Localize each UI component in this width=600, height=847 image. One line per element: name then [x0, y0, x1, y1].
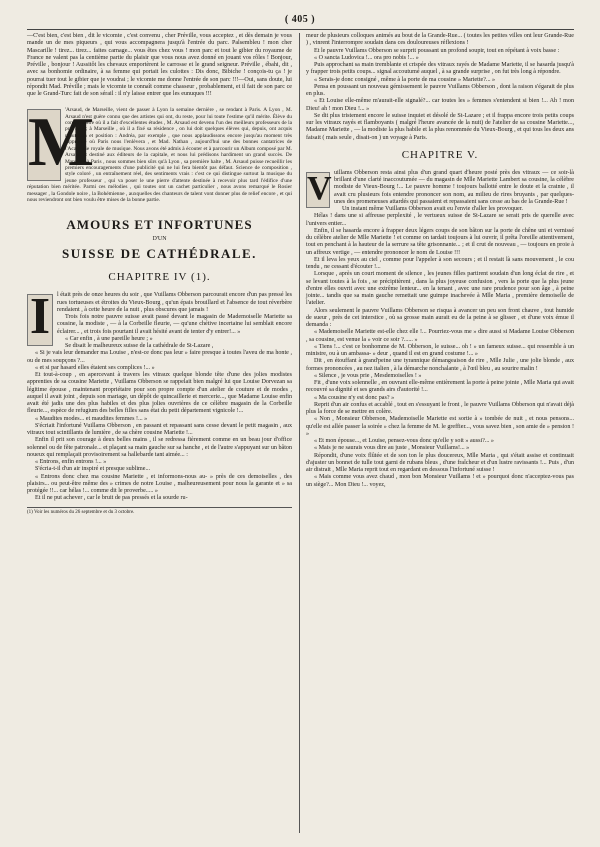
paragraph: Enfin il prit son courage à deux belles mains , il se redressa fièrement comme en un beau jour d'office solennel ou de fête patronale... et plaçant sa main gauche sur sa hanche , et de l'autre s'appuyant sur un bâton noueux qui remplaçait provisoirement sa hallebarde tant aimée... : — [27, 437, 292, 458]
paragraph: « Serais-je donc consigné , même à la porte de ma cousine » Mariette?... » — [314, 76, 496, 83]
paragraph: « Maudites modes... et maudites femmes !... » — [35, 415, 148, 422]
paragraph: Et tout-à-coup , en apercevant à travers les vitraux quelque blonde tête d'une des jolies modistes apprenties de sa cousine Mariette , Vuillams Obberson se rappelait bien malgré lui que Louise Dorvezan sa légitime épouse , maintenant propriétaire pour son propre compte d'un atelier de couture et de modes , auquel il avait joint , depuis son mariage, un dépôt de quincaillerie et mercerie..., que Madame Louise enfin avait été jadis une des plus habiles et des plus jolies ouvrières de ce célèbre magasin de la Corbeille fleurie..., espèce de refugium des belles filles sans état du petit département vignicole !... — [27, 372, 292, 415]
story-title-connector: D'UN — [152, 236, 167, 243]
intro-paragraph: —C'est bien, c'est bien , dit le vicomte , c'est convenu , cher Préville, vous acceptez , et dès demain je vous mande un de mes piqueurs , qui vous accompagnera jusqu'à l'entrée du parc. Palsembleu ! mon cher Mascarille ! tirez... tirez... faites carnage... vous êtes chez vous ! mon parc et tout le gibier du royaume de France ne valent pas la centième partie du plaisir que vous nous avez donné en jouant vos rôles ! Bonjour, Préville , bonjour ! Aussitôt les chevaux emportèrent le carrosse et le grand seigneur. Préville , ébahi, dit , avec sa bonhomie ordinaire, à sa femme qui portait les culottes : Dis donc, Bibiche ! conçois-tu ça ! je pourrai tuer tout le gibier que je voudrai ; le vicomte me donne l'entrée de son parc !!!—Oui, sans doute, lui répondit Mad. Préville ; mais le vicomte te connaît comme chasseur , probablement, et il fait de son parc ce que le Grand-Turc fait de son sérail : il n'y laisse entrer que les eunuques !!! — [27, 33, 292, 97]
paragraph: « O sancta Ludovica !... ora pro nobis !... » — [314, 54, 419, 61]
paragraph: Trois fois notre pauvre suisse avait passé devant le magasin de Mademoiselle Mariette sa cousine, la modiste , — à la Corbeille fleurie, — qu'une chétive incertaine lui semblait encore éclairer... , et trois fois pourtant il avait hésité avant de tenter d'y entrer!... » — [57, 314, 292, 335]
paragraph: S'écria-t-il d'un air inspiré et presque sublime... — [35, 466, 151, 473]
right-column — [306, 33, 574, 489]
chapter-heading: CHAPITRE IV (1). — [108, 271, 211, 284]
paragraph: Enfin, il se hasarda encore à frapper deux légers coups de son bâton sur la porte de chêne uni et vernissé du célèbre atelier de Mlle Mariette ! et comme on tardait toujours à lui ouvrir, il prêta l'oreille attentivement, tout en penchant à la hauteur de la serrure sa tête grisonnante... ; et il crut de nouveau , — toujours en proie à un affreux vertige , — entendre prononcer le nom de Louise !!! — [306, 227, 574, 256]
paragraph: Dit , en étouffant à grand'peine une tyrannique démangeaison de rire , Mlle Julie , une jolie blonde , aux formes prononcées , au nez italien , à la démarche nonchalante , à l'œil bleu , au sourire malin ! — [306, 358, 574, 372]
paragraph: uillams Obberson resta ainsi plus d'un grand quart d'heure posté près des vitraux — ce soir-là brillant d'une clarté inaccoutumée — du magasin de Mlle Mariette Lambert sa cousine, la célèbre modiste de Vieux-Bourg !... Le pauvre homme ! toujours ballotté entre le doute et la crainte , il avait cru plusieurs fois entendre prononcer son nom, au milieu de rires bruyants , par quelques-unes des promeneuses attardés qui passaient et repassaient sans cesse au bas de la Grande-Rue ! — [334, 169, 574, 205]
notice-text: 'Arsaud, de Marseille, vient de passer à Lyon la semaine dernière , se rendant à Paris. A Lyon , M. Arsaud n'est guère connu que des artistes qui ont, du reste, pour lui toute l'estime qu'il mérite. Élève du conservatoire où il a fait d'excellentes études , M. Arsaud est devenu l'un des meilleurs professeurs de la province ; à Marseille , où il a fixé sa résidence , on lui doit quelques élèves qui, depuis, ont acquis réputation et position : Andréa, par exemple , que nous applaudissons encore jusqu'au moment très rapproché où Paris nous l'enlèvera , et Mad. Nathan , aujourd'hui une des bonnes cantatrices de l'Académie royale de musique. Nous avons été admis à écouter et à parcourir un Album composé par M. Arsaud et destiné aux éditeurs de la capitale, et nous lui prédisons hardiment un grand succès. De Marseille à Paris , nous sommes bien sûrs qu'à Lyon , sa première halte , M. Arsaud puisse recueillir les premiers encouragements d'une publicité qui ne lui fera bientôt pas défaut. Science de composition , style coloré , un entraînement réel, des sentiments vrais : c'est ce qui distingue surtout la musique du jeune professeur , qui va poser le une pierre d'attente destinée à recevoir plus tard l'édifice d'une réputation bien méritée. Parmi ces mélodies , qui toutes ont un cachet particulier , nous avons remarqué le Rosier messager , la Gondole noire , la Bohémienne , auxquelles des chanteurs de talent vont donner plus de relief encore , et qui nous reviendront ont bien voulu être mises de la bonne partie. — [27, 107, 292, 203]
story-subtitle: SUISSE DE CATHÉDRALE. — [62, 246, 257, 262]
footnote: (1) Voir les numéros du 26 septembre et du 3 octobre. — [27, 507, 292, 516]
notice-drop-cap: M — [28, 104, 95, 182]
header-rule — [27, 29, 574, 30]
paragraph: Alors seulement le pauvre Vuillams Obberson se risqua à avancer un peu son front chauve , tout humide de sueur , près de cet interstice , où sa grosse main aurait eu de la peine à se glisser , et d'une voix émue il demanda : — [306, 307, 574, 328]
paragraph: « et si par hasard elles étaient ses complices !... » — [35, 364, 155, 371]
paragraph: Se disait le malheureux suisse de la cathédrale de St-Lazare , — [65, 343, 214, 350]
paragraph: Lorsque , après un court moment de silence , les jeunes filles partirent soudain d'un long éclat de rire , et se levant toutes à la fois , se précipitèrent , dans la plus joyeuse confusion , vers la porte que la plus jeune d'entre elles ouvrit avec une extrême lenteur... en la tenant , avec une rare prudence pour son âge , à peine jointe... tandis que sa main gauche remettait une guimpe inachevée à Mlle Maria , première demoiselle de l'atelier. — [306, 271, 574, 307]
chapter-heading: CHAPITRE V. — [401, 148, 479, 161]
paragraph: Fit , d'une voix solennelle , en ouvrant elle-même entièrement la porte à peine jointe , Mlle Maria qui avait recouvré sa dignité et ses grands airs d'autorité !... — [306, 380, 574, 394]
paragraph: « Mademoiselle Mariette est-elle chez elle !... Pourriez-vous me » dire aussi si Madame Louise Obberson , sa cousine, est venue la » voir ce soir ?...... » — [306, 329, 574, 343]
chapter-drop-cap: V — [307, 169, 332, 207]
paragraph: Se dit plus tristement encore le suisse inquiet et désolé de St-Lazare ; et il frappa encore trois petits coups sur les vitraux rayés et flamboyants ( malgré l'heure avancée de la nuit) de l'atelier de sa cousine Mariette..., Madame Mariette , — la modiste la plus habile et la plus renommée du Vieux-Bourg , et qui tous les deux ans faisait ( mais seule , disait-on ) un voyage à Paris. — [306, 112, 574, 141]
paragraph: Répondit, d'une voix flûtée et de son ton le plus doucereux, Mlle Maria , qui s'était assise et continuait d'ajuster un bonnet de tulle tout garni de rubans bleus , d'une fraîcheur et d'un lustre ravissants !... Puis , d'un air distrait , Mlle Maria reprit tout en regardant en dessous l'infortuné suisse ! — [306, 452, 574, 473]
paragraph: « Non , Monsieur Obberson, Mademoiselle Mariette est sortie à » tombée de nuit , et nous pensons... qu'elle est allée passer la soirée » chez la femme de M. le greffier..., vous savez bien , son amie de » pension ! » — [306, 416, 574, 437]
paragraph: « Et mon épouse..., et Louise, pensez-vous donc qu'elle y soit » aussi?... » — [314, 438, 494, 444]
paragraph: « Entrons donc chez ma cousine Mariette , et informons-nous au- » près de ces demoiselles , des plaisirs... ou peut-être même des » crimes de notre Louise , malheureusement pour nous la garante et » sa protégée !!... car hélas !... comme dit le proverbe..... » — [27, 473, 292, 495]
paragraph: Et le pauvre Vuillams Obberson se surprit poussant un profond soupir, tout en répétant à voix basse : — [314, 47, 560, 54]
chapter-drop-cap: I — [27, 294, 53, 346]
paragraph: Pensa en poussant un nouveau gémissement le pauvre Vuillams Obberson , dont la raison s'égarait de plus en plus. — [306, 83, 574, 97]
page-number: ( 405 ) — [284, 14, 316, 25]
paragraph: « Silence , je vous prie , Mesdemoiselles ! » — [314, 372, 422, 379]
paragraph: Hélas ! dans une si affreuse perplexité , le vertueux suisse de St-Lazare se serait pris de querelle avec l'univers entier... — [306, 213, 574, 227]
paragraph: Puis approchant sa main tremblante et crispée des vitraux rayés de Madame Mariette, il se hasarda jusqu'à y frapper trois petits coups... signal accoutumé auquel , à sa grande surprise , on fut très long à répondre. — [306, 62, 574, 76]
paragraph: « Ma cousine n'y est donc pas? » — [314, 394, 395, 401]
paragraph: « Et Louise elle-même m'aurait-elle signalé?... car toutes les » femmes s'entendent si bien !... Ah ! mon Dieu! ah ! mon Dieu !... » — [306, 98, 574, 112]
paragraph: S'écriait l'infortuné Vuillams Obberson , en passant et repassant sans cesse devant le petit magasin , aux vitraux tout scintillants de lumière , de sa chère cousine Mariette !... — [27, 422, 292, 437]
paragraph: « Mais comme vous avez chaud , mon bon Monsieur Vuillams ! et » pourquoi donc n'acceptez-vous pas un siège?... Mon Dieu !... voyez, — [306, 474, 574, 488]
paragraph: Et il ne put achever , car le bruit de pas pressés et la sourde ru- — [35, 495, 188, 502]
column-divider — [299, 33, 300, 833]
paragraph: Reprit d'un air confus et accablé , tout en s'essuyant le front , le pauvre Vuillams Obberson qui n'avait déjà plus la force de se mettre en colère. — [306, 401, 574, 415]
paragraph: l était près de onze heures du soir , que Vuillams Obberson parcourait encore d'un pas pressé les rues tortueuses et étroites du Vieux-Bourg , qu'un épais brouillard et l'absence de tout réverbère rendaient , à cette heure de la nuit , plus obscures que jamais ! — [57, 292, 292, 313]
left-column — [27, 33, 292, 516]
paragraph: Un instant même Vuillams Obberson avait eu l'envie d'aller les provoquer. — [342, 206, 523, 212]
paragraph: meur de plusieurs colloques animés au bout de la Grande-Rue... ( toutes les petites villes ont leur Grande-Rue ) , vinrent l'interrompre soudain dans ces douloureuses réflexions ! — [306, 33, 574, 47]
paragraph: « Mais je ne saurais vous dire au juste , Monsieur Vuillams!... » — [314, 445, 470, 452]
paragraph: « Entrons, enfin entrons !... » — [35, 459, 107, 466]
paragraph: « Tiens !... c'est ce bonhomme de M. Obberson, le suisse... oh ! » un fameux suisse... qui ressemble à un ministre, ou à un ambassa- » deur , quand il est en grand costume !... » — [306, 343, 574, 357]
paragraph: « Si je vais leur demander ma Louise , n'est-ce donc pas leur » faire presque à toutes l'aveu de ma honte , ou de mes soupçons ?... — [27, 350, 292, 364]
paragraph: « Car enfin , à une pareille heure ; » — [65, 335, 153, 342]
paragraph: Et il leva les yeux au ciel , comme pour l'appeler à son secours ; et il restait là sans mouvement , le cou tendu , ne cessant d'écouter !... — [306, 256, 574, 270]
notice-block — [27, 104, 292, 203]
story-title: AMOURS ET INFORTUNES — [66, 217, 253, 233]
